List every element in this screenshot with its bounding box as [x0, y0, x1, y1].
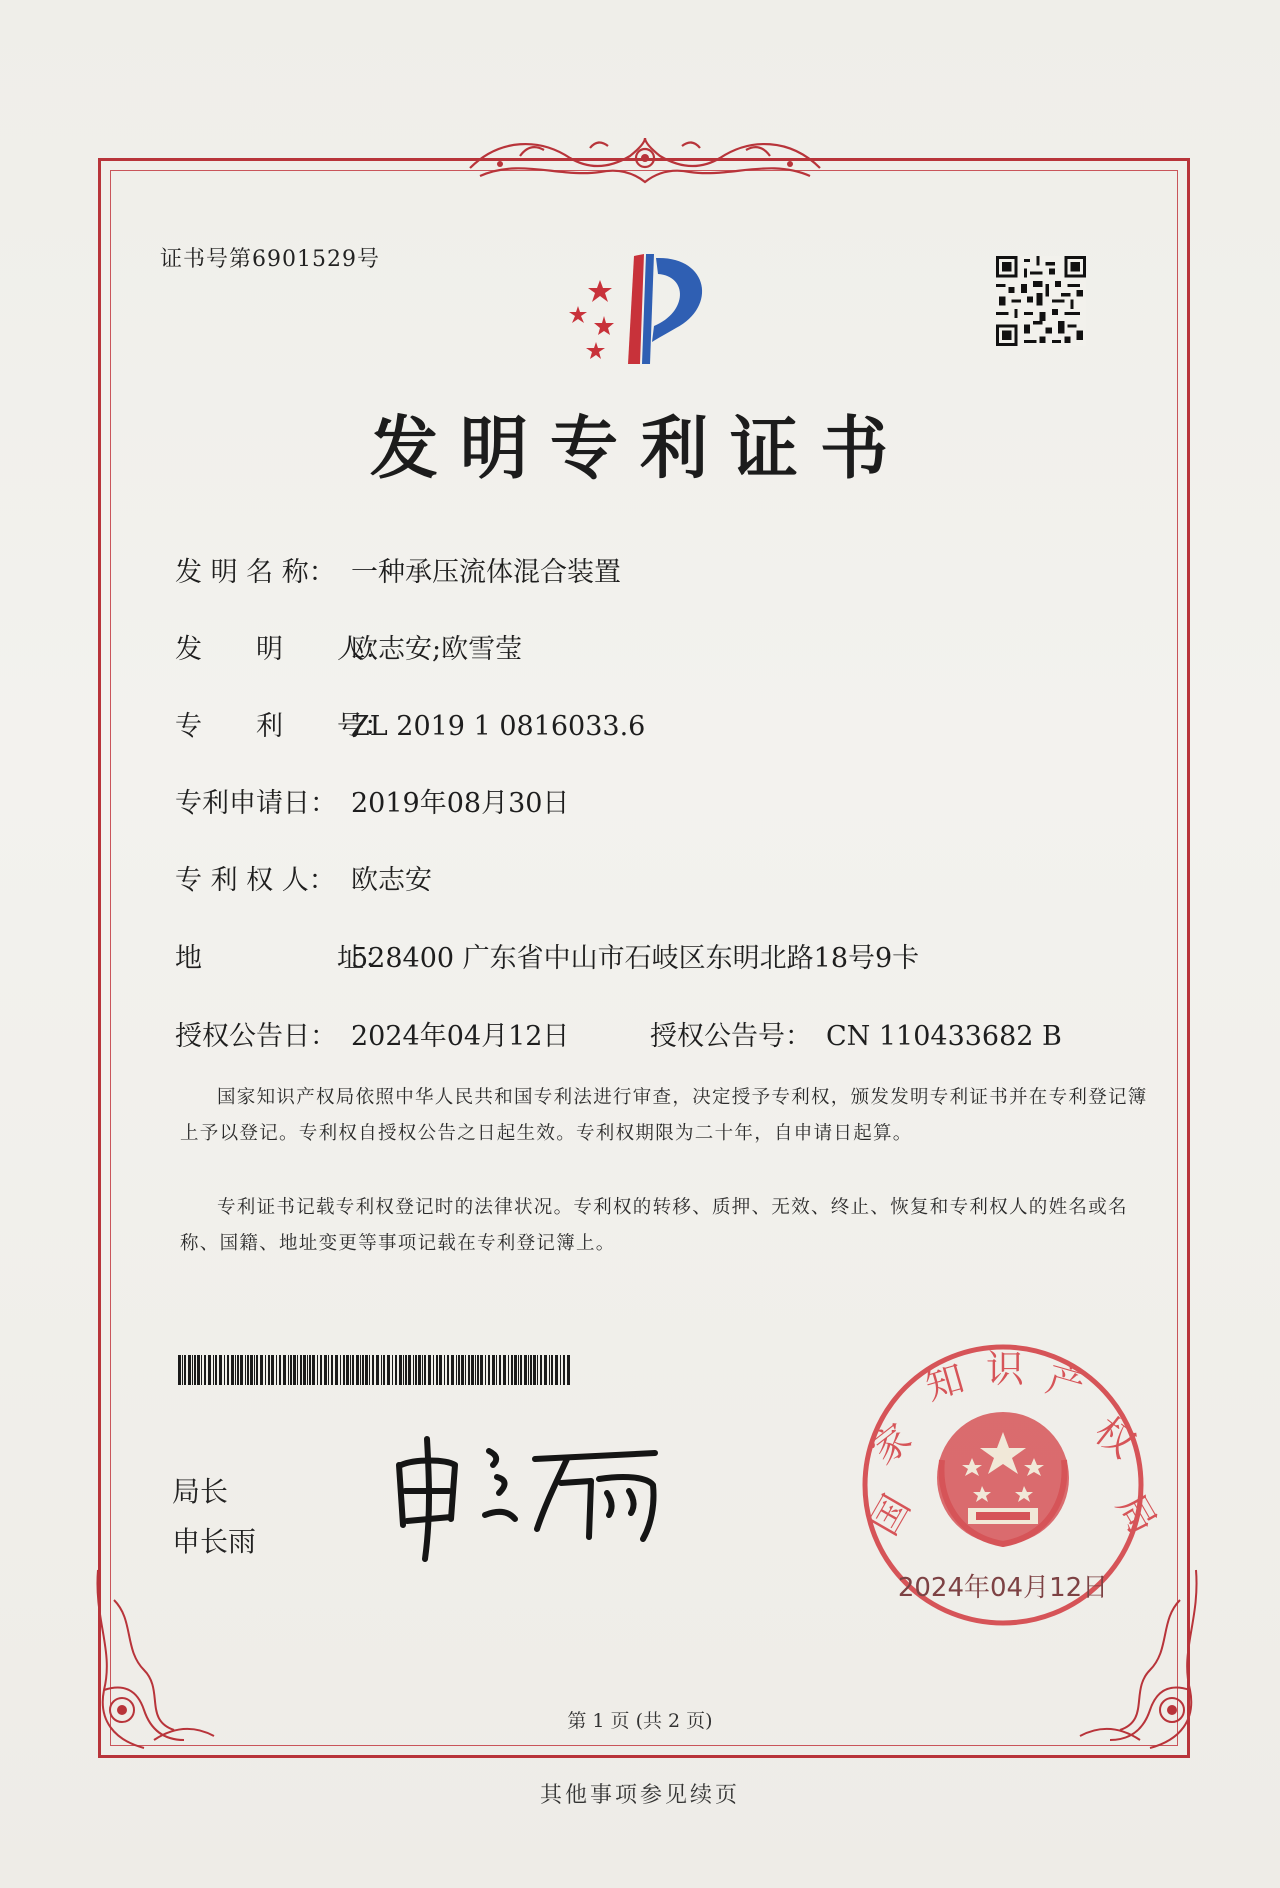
page-number: 第 1 页 (共 2 页) — [567, 1710, 713, 1732]
field-label: 授权公告号： — [650, 1021, 812, 1052]
seal-char-3: 知 — [920, 1355, 970, 1409]
certificate-number: 证书号第6901529号 — [160, 247, 380, 272]
field-patent-number — [175, 704, 645, 743]
certificate-title: 发明专利证书 — [369, 410, 910, 489]
field-value: 2019年08月30日 — [351, 788, 570, 819]
field-label: 发 明 名 称： — [175, 557, 336, 588]
field-label: 授权公告日： — [175, 1021, 337, 1052]
field-value: 欧志安 — [351, 865, 432, 896]
patent-office-logo — [548, 246, 748, 371]
field-application-date — [175, 781, 569, 820]
top-dragon-ornament — [460, 128, 830, 190]
seal-date: 2024年04月12日 — [897, 1573, 1109, 1603]
field-value: 528400 广东省中山市石岐区东明北路18号9卡 — [351, 943, 920, 974]
seal-char-7: 局 — [1108, 1486, 1166, 1542]
field-invention-name — [175, 550, 621, 589]
legal-statement-paragraph-2: 专利证书记载专利权登记时的法律状况。专利权的转移、质押、无效、终止、恢复和专利权人的姓名或名称、国籍、地址变更等事项记载在专利登记簿上。 — [180, 1197, 1128, 1254]
field-inventors — [175, 627, 522, 666]
field-patentee — [175, 858, 432, 897]
field-label: 发 明 人： — [175, 634, 391, 665]
director-title: 局长 — [172, 1475, 229, 1508]
field-label: 专利申请日： — [175, 788, 337, 819]
director-name: 申长雨 — [172, 1525, 257, 1558]
field-value: 一种承压流体混合装置 — [351, 557, 621, 588]
seal-char-4: 识 — [986, 1347, 1025, 1391]
field-value: ZL 2019 1 0816033.6 — [351, 711, 646, 742]
seal-char-5: 产 — [1041, 1356, 1091, 1410]
field-grant-date — [175, 1014, 569, 1053]
field-value: 欧志安;欧雪莹 — [351, 634, 523, 665]
field-label: 地 址： — [175, 943, 391, 974]
seal-char-6: 权 — [1086, 1408, 1144, 1467]
director-signature — [385, 1425, 675, 1565]
barcode — [178, 1355, 570, 1385]
seal-char-1: 国 — [861, 1487, 919, 1543]
continuation-note: 其他事项参见续页 — [539, 1783, 740, 1808]
field-grant-number — [650, 1014, 1062, 1053]
field-label: 专 利 权 人： — [175, 865, 336, 896]
field-label: 专 利 号： — [175, 711, 391, 742]
legal-statement-paragraph-1: 国家知识产权局依照中华人民共和国专利法进行审查，决定授予专利权，颁发发明专利证书并在专利登记簿上予以登记。专利权自授权公告之日起生效。专利权期限为二十年，自申请日起算。 — [180, 1087, 1148, 1144]
seal-char-2: 家 — [862, 1415, 920, 1474]
field-address — [175, 936, 919, 975]
official-seal — [858, 1340, 1166, 1630]
qr-code — [996, 256, 1086, 346]
field-value: 2024年04月12日 — [351, 1021, 570, 1052]
field-value: CN 110433682 B — [826, 1021, 1062, 1052]
